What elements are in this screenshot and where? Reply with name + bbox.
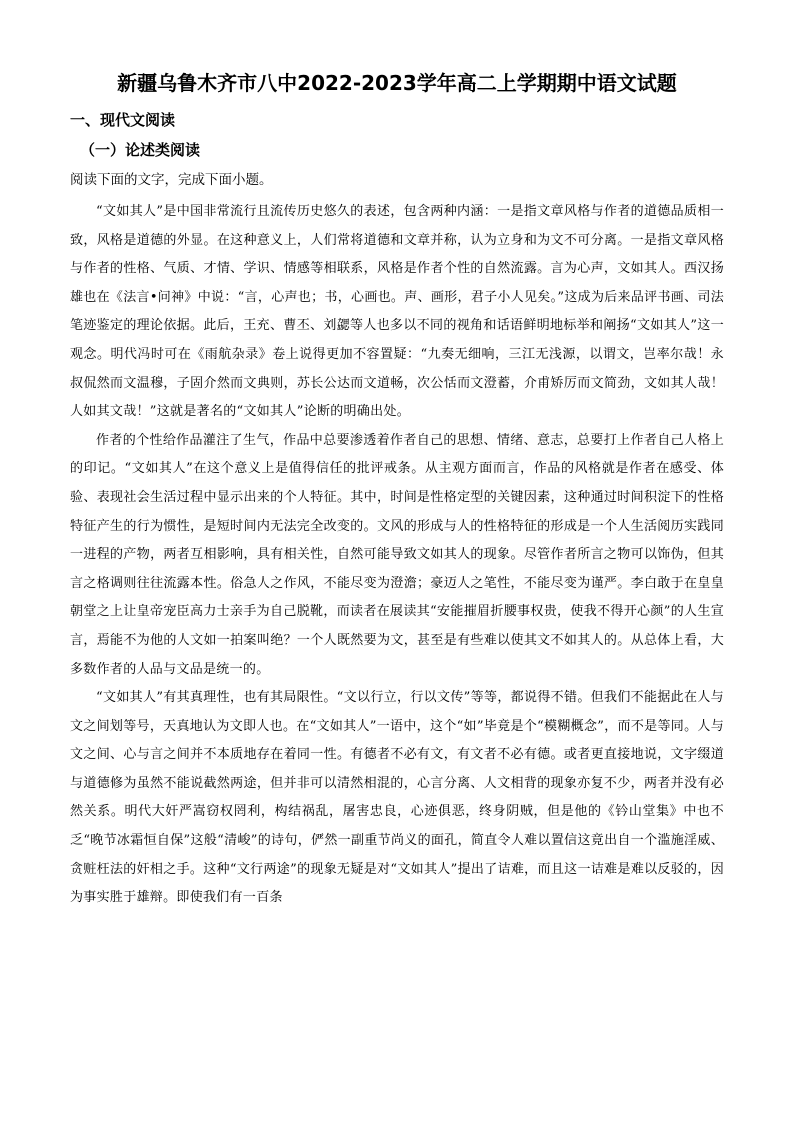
body-paragraph-2: 作者的个性给作品灌注了生气，作品中总要渗透着作者自己的思想、情绪、意志，总要打上作者自己人格上的印记。“文如其人”在这个意义上是值得信任的批评戒条。从主观方面而言，作品的风格就是作者在感受、体验、表现社会生活过程中显示出来的个人特征。其中，时间是性格定型的关键因素，这种通过时间积淀下的性格特征产生的行为惯性，是短时间内无法完全改变的。文风的形成与人的性格特征的形成是一个人生活阅历实践同一进程的产物，两者互相影响，具有相关性，自然可能导致文如其人的现象。尽管作者所言之物可以饰伪，但其言之格调则往往流露本性。俗急人之作风，不能尽变为澄澹；豪迈人之笔性，不能尽变为谨严。李白敢于在皇皇朝堂之上让皇帝宠臣高力士亲手为自己脱靴，而读者在展读其“安能摧眉折腰事权贵，使我不得开心颜”的人生宣言，焉能不为他的人文如一拍案叫绝？一个人既然要为文，甚至是有些难以使其文不如其人的。从总体上看，大多数作者的人品与文品是统一的。 <box>70 432 724 677</box>
reading-instruction: 阅读下面的文字，完成下面小题。 <box>70 172 273 188</box>
section-heading: 一、现代文阅读 <box>70 111 176 129</box>
body-paragraph-1: “文如其人”是中国非常流行且流传历史悠久的表述，包含两种内涵：一是指文章风格与作者的道德品质相一致，风格是道德的外显。在这种意义上，人们常将道德和文章并称，认为立身和为文不可分离。一是指文章风格与作者的性格、气质、才情、学识、情感等相联系，风格是作者个性的自然流露。言为心声，文如其人。西汉扬雄也在《法言•问神》中说：“言，心声也；书，心画也。声、画形，君子小人见矣。”这成为后来品评书画、司法笔迹鉴定的理论依据。此后，王充、曹丕、刘勰等人也多以不同的视角和话语鲜明地标举和阐扬“文如其人”这一观念。明代冯时可在《雨航杂录》卷上说得更加不容置疑：“九奏无细响，三江无浅源，以谓文，岂率尔哉！永叔侃然而文温穆，子固介然而文典则，苏长公达而文道畅，次公恬而文澄蓄，介甫矫厉而文简劲，文如其人哉！人如其文哉！”这就是著名的“文如其人”论断的明确出处。 <box>70 204 724 420</box>
document-title: 新疆乌鲁木齐市八中2022-2023学年高二上学期期中语文试题 <box>117 71 677 95</box>
body-paragraph-3: “文如其人”有其真理性，也有其局限性。“文以行立，行以文传”等等，都说得不错。但我们不能据此在人与文之间划等号，天真地认为文即人也。在“文如其人”一语中，这个“如”毕竟是个“模糊概念”，而不是等同。人与文之间、心与言之间并不本质地存在着同一性。有德者不必有文，有文者不必有德。或者更直接地说，文字缀道与道德修为虽然不能说截然两途，但并非可以清然相混的，心言分离、人文相背的现象亦复不少，两者并没有必然关系。明代大奸严嵩窃权罔利，构结祸乱，屠害忠良，心迹俱恶，终身阴贼，但是他的《钤山堂集》中也不乏“晚节冰霜恒自保”这般“清峻”的诗句，俨然一副重节尚义的面孔，简直令人难以置信这竟出自一个滥施淫威、贪赃枉法的奸相之手。这种“文行两途”的现象无疑是对“文如其人”提出了诘难，而且这一诘难是难以反驳的，因为事实胜于雄辩。即使我们有一百条 <box>70 690 724 906</box>
subsection-heading: （一）论述类阅读 <box>80 141 201 159</box>
